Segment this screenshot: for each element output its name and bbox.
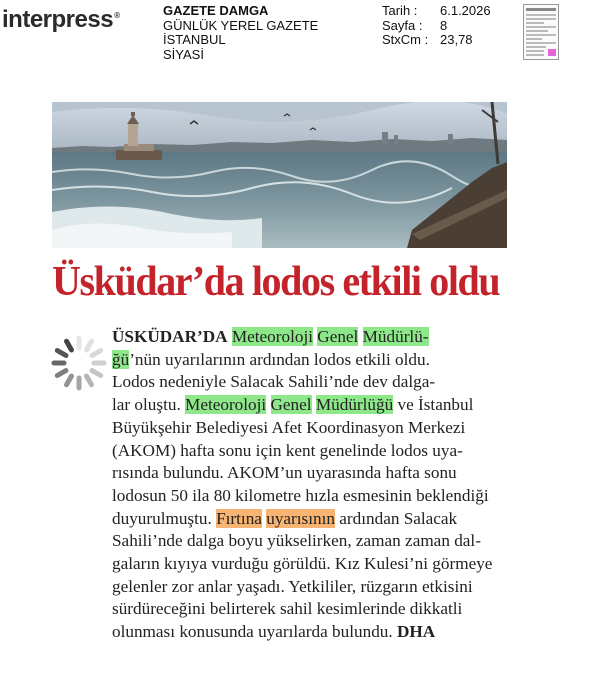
- clip-details: [382, 4, 491, 48]
- page-value: 8: [440, 17, 448, 33]
- page-label: Sayfa :: [382, 17, 423, 33]
- thumbnail-clip-marker: [548, 49, 556, 56]
- publication-type: GÜNLÜK YEREL GAZETE: [163, 17, 319, 33]
- source-credit: DHA: [396, 622, 436, 642]
- keyword-highlight: Fırtına: [216, 508, 262, 528]
- date-value: 6.1.2026: [440, 3, 491, 18]
- publication-name: GAZETE DAMGA: [163, 3, 269, 18]
- page-thumbnail[interactable]: [523, 4, 559, 60]
- body-line: Lodos nedeniyle Salacak Sahili’nde dev dalga-: [112, 372, 436, 392]
- keyword-highlight: Meteoroloji: [185, 395, 267, 415]
- body-line: (AKOM) hafta sonu için kent genelinde lodos uya-: [112, 440, 463, 460]
- body-line: sürdüreceğini belirterek sahil kesimlerinde dikkatli: [112, 599, 463, 619]
- interpress-logo: interpress®: [2, 6, 120, 33]
- body-line: ğü’nün uyarılarının ardından lodos etkili oldu.: [112, 349, 430, 369]
- body-line: duyurulmuştu. Fırtına uyarısının ardından Salacak: [112, 508, 458, 528]
- keyword-highlight: Müdürlüğü: [315, 395, 394, 415]
- body-line: Sahili’nde dalga boyu yükselirken, zaman zaman dal-: [112, 531, 481, 551]
- keyword-highlight: ğü: [112, 349, 130, 369]
- body-line: lar oluştu. Meteoroloji Genel Müdürlüğü ve İstanbul: [112, 395, 474, 415]
- keyword-highlight: Meteoroloji: [231, 327, 313, 346]
- spinner-icon: [48, 332, 110, 394]
- publication-city: İSTANBUL: [163, 32, 226, 47]
- keyword-highlight: Genel: [317, 327, 359, 346]
- body-line: olunması konusunda uyarılarda bulundu. DHA: [112, 622, 436, 642]
- body-line: ÜSKÜDAR’DA Meteoroloji Genel Müdürlü-: [112, 327, 429, 346]
- body-line: rısında bulundu. AKOM’un uyarasında hafta sonu: [112, 463, 457, 483]
- article-body: [112, 326, 512, 644]
- body-line: gelenler zor anlar yaşadı. Yetkililer, rüzgarın etkisini: [112, 576, 473, 596]
- stx-value: 23,78: [440, 32, 473, 47]
- body-line: Büyükşehir Belediyesi Afet Koordinasyon Merkezi: [112, 417, 466, 437]
- keyword-highlight: uyarısının: [266, 508, 335, 528]
- keyword-highlight: Genel: [270, 395, 312, 415]
- body-line: gaların kıyıya vurduğu görüldü. Kız Kulesi’ni görmeye: [112, 554, 493, 574]
- publication-info: [163, 4, 318, 62]
- article-photo: [52, 102, 507, 248]
- stx-label: StxCm :: [382, 32, 429, 47]
- publication-section: SİYASİ: [163, 46, 204, 62]
- date-label: Tarih :: [382, 3, 418, 18]
- keyword-highlight: Müdürlü-: [362, 327, 429, 346]
- article-headline: Üsküdar’da lodos etkili oldu: [52, 257, 500, 305]
- body-line: lodosun 50 ila 80 kilometre hızla esmesinin beklendiği: [112, 485, 489, 505]
